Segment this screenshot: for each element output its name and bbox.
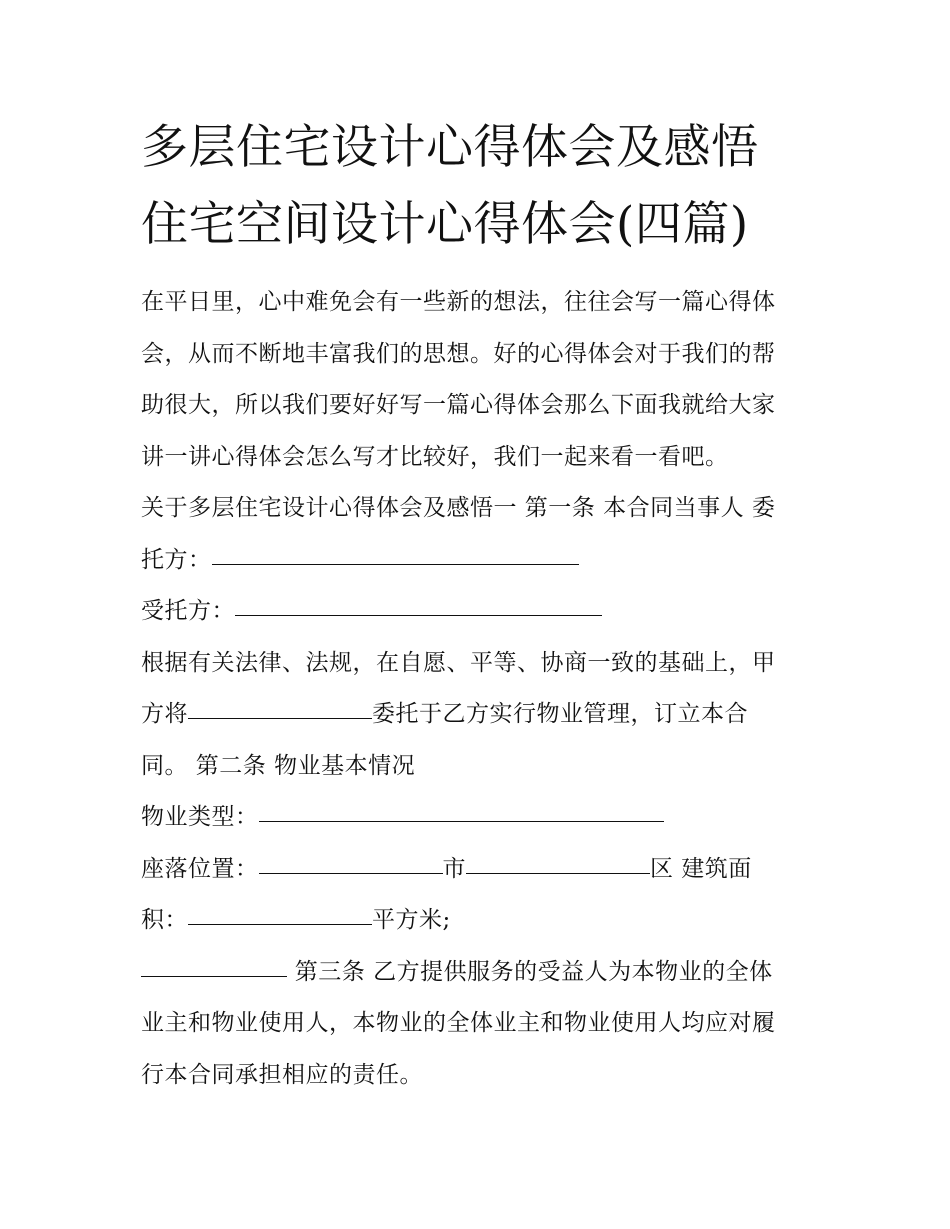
client-blank [212, 534, 579, 565]
location-line [141, 844, 821, 896]
entrust-suffix: 委托于乙方实行物业管理，订立本合 [372, 701, 748, 727]
document-title-line-1: 多层住宅设计心得体会及感悟 [141, 120, 759, 175]
paragraph-line: 助很大，所以我们要好好写一篇心得体会那么下面我就给大家 [141, 392, 776, 418]
paragraph-line: 行本合同承担相应的责任。 [141, 1061, 423, 1088]
document-body [141, 277, 821, 1101]
article-three-text: 第三条 乙方提供服务的受益人为本物业的全体 [287, 958, 773, 985]
client-label: 托方： [141, 546, 212, 573]
property-type-blank [259, 791, 664, 822]
property-type-label: 物业类型： [141, 804, 259, 830]
district-label: 区 建筑面 [650, 855, 752, 882]
entrust-prefix: 方将 [141, 701, 188, 727]
district-blank [466, 843, 650, 874]
paragraph-line: 业主和物业使用人，本物业的全体业主和物业使用人均应对履 [141, 1010, 776, 1036]
entrust-line [141, 689, 821, 741]
city-label: 市 [442, 855, 466, 882]
area-blank [188, 894, 372, 925]
paragraph-line: 在平日里，心中难免会有一些新的想法，往往会写一篇心得体 [141, 289, 776, 315]
article-three-line [141, 947, 821, 999]
document-title-line-2: 住宅空间设计心得体会(四篇) [141, 197, 749, 252]
paragraph-line: 讲一讲心得体会怎么写才比较好，我们一起来看一看吧。 [141, 443, 729, 470]
paragraph-line: 会，从而不断地丰富我们的思想。好的心得体会对于我们的帮 [141, 340, 776, 367]
property-name-blank [188, 688, 372, 719]
area-label: 积： [141, 907, 188, 933]
paragraph-line: 根据有关法律、法规，在自愿、平等、协商一致的基础上，甲 [141, 649, 776, 676]
client-field-line [141, 535, 821, 587]
area-line [141, 895, 821, 947]
contract-intro-line: 关于多层住宅设计心得体会及感悟一 第一条 本合同当事人 委 [141, 495, 776, 521]
city-blank [259, 843, 443, 874]
article-two-line: 同。 第二条 物业基本情况 [141, 752, 416, 779]
trustee-label: 受托方： [141, 598, 235, 624]
trustee-blank [235, 585, 602, 616]
trustee-field-line [141, 586, 821, 638]
property-type-line [141, 792, 821, 844]
leading-blank [141, 946, 287, 977]
location-label: 座落位置： [141, 855, 259, 882]
area-unit: 平方米; [372, 907, 451, 933]
